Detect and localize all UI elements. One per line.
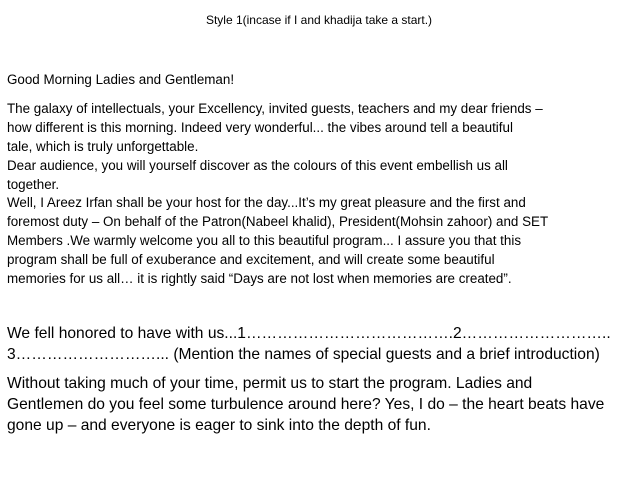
paragraph-special-guests	[7, 323, 631, 365]
paragraph-line: memories for us all… it is rightly said “Days are not lost when memories are created”.	[7, 271, 512, 286]
paragraph-line: The galaxy of intellectuals, your Excellency, invited guests, teachers and my dear friends –	[7, 101, 543, 116]
paragraph-line: gone up – and everyone is eager to sink into the depth of fun.	[7, 417, 431, 434]
paragraph-line: 3………………………... (Mention the names of special guests and a brief introduction)	[7, 346, 600, 363]
paragraph-line: Dear audience, you will yourself discover as the colours of this event embellish us all	[7, 158, 508, 173]
paragraph-line: how different is this morning. Indeed very wonderful... the vibes around tell a beautiful	[7, 120, 513, 135]
paragraph-welcome	[7, 99, 631, 156]
paragraph-line: together.	[7, 177, 60, 192]
paragraph-line: foremost duty – On behalf of the Patron(Nabeel khalid), President(Mohsin zahoor) and SET	[7, 214, 549, 229]
paragraph-line: program shall be full of exuberance and excitement, and will create some beautiful	[7, 252, 495, 267]
greeting-line	[7, 70, 631, 89]
paragraph-line: tale, which is truly unforgettable.	[7, 139, 199, 154]
paragraph-line: Well, I Areez Irfan shall be your host for the day...It’s my great pleasure and the first and	[7, 195, 526, 210]
paragraph-line: We fell honored to have with us...1………………………………….2………………………..	[7, 325, 611, 342]
paragraph-host-intro	[7, 193, 631, 288]
paragraph-audience	[7, 156, 631, 194]
paragraph-program-start	[7, 373, 631, 436]
paragraph-line: Without taking much of your time, permit us to start the program. Ladies and	[7, 375, 533, 392]
document-title: Style 1(incase if I and khadija take a start.)	[205, 13, 433, 27]
paragraph-line: Members .We warmly welcome you all to this beautiful program... I assure you that this	[7, 233, 522, 248]
paragraph-line: Gentlemen do you feel some turbulence around here? Yes, I do – the heart beats have	[7, 396, 605, 413]
greeting-text: Good Morning Ladies and Gentleman!	[7, 72, 235, 87]
